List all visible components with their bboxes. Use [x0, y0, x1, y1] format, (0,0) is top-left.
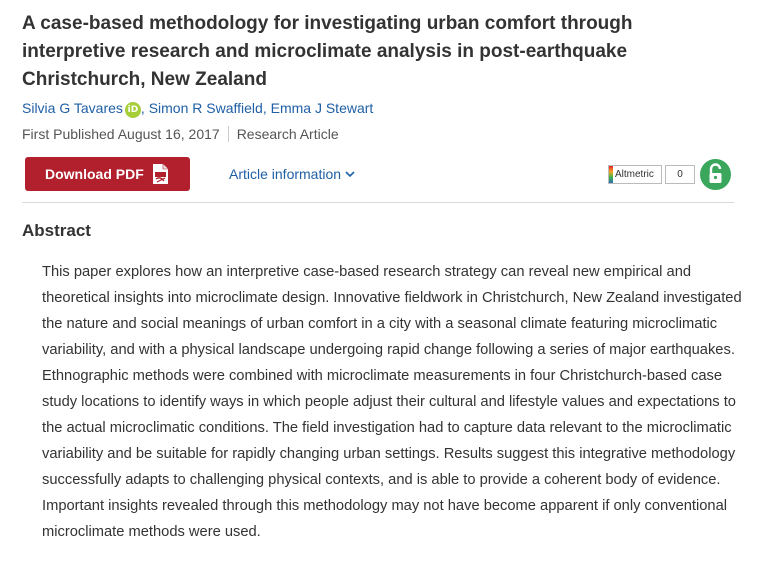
publication-meta: [22, 124, 339, 144]
unlock-icon: [700, 159, 731, 190]
abstract-text: This paper explores how an interpretive case-based research strategy can reveal new empirical and theoretical insights into microclimate design. Innovative fieldwork in Christchurch, New Zealand investigated the nature and social meanings of urban comfort in a city with a seasonal climate featuring microclimatic variability, and with a physical landscape undergoing rapid change following a series of major earthquakes. Ethnographic methods were combined with microclimate measurements in four Christchurch-based case study locations to identify ways in which people adjust their cultural and lifestyle values and expectations to the actual microclimatic conditions. The field investigation had to capture data relevant to the microclimatic variability and be suitable for rapidly changing urban settings. Results suggest this integrative methodology successfully adapts to challenging physical contexts, and is able to provide a coherent body of evidence. Important insights revealed through this methodology may not have become apparent if only conventional microclimate methods were used.: [42, 264, 742, 540]
altmetric-count[interactable]: 0: [665, 165, 695, 184]
author-separator: ,: [140, 100, 149, 116]
author-link-stewart[interactable]: Emma J Stewart: [270, 100, 374, 116]
author-list: [22, 98, 373, 118]
section-divider: [22, 202, 734, 203]
download-pdf-label: Download PDF: [45, 166, 144, 182]
altmetric-logo-icon: [609, 166, 613, 183]
chevron-down-icon: [345, 171, 355, 178]
author-link-tavares[interactable]: Silvia G Tavares: [22, 100, 123, 116]
abstract-heading: Abstract: [22, 221, 91, 240]
article-information-label: Article information: [229, 166, 342, 182]
article-information-toggle[interactable]: [229, 164, 355, 184]
altmetric-badge[interactable]: [608, 165, 662, 184]
article-title: A case-based methodology for investigating urban comfort through interpretive research and microclimate analysis in post-earthquake Christchurch, New Zealand: [22, 13, 633, 90]
author-separator: ,: [262, 100, 271, 116]
meta-divider: [228, 126, 229, 142]
altmetric-label: Altmetric: [615, 169, 654, 180]
author-link-swaffield[interactable]: Simon R Swaffield: [148, 100, 263, 116]
published-date: First Published August 16, 2017: [22, 126, 220, 142]
orcid-icon[interactable]: iD: [125, 102, 141, 118]
download-pdf-button[interactable]: [25, 157, 190, 191]
open-access-lock-icon[interactable]: [700, 159, 731, 190]
article-type: Research Article: [236, 126, 339, 142]
pdf-icon: [150, 163, 170, 185]
